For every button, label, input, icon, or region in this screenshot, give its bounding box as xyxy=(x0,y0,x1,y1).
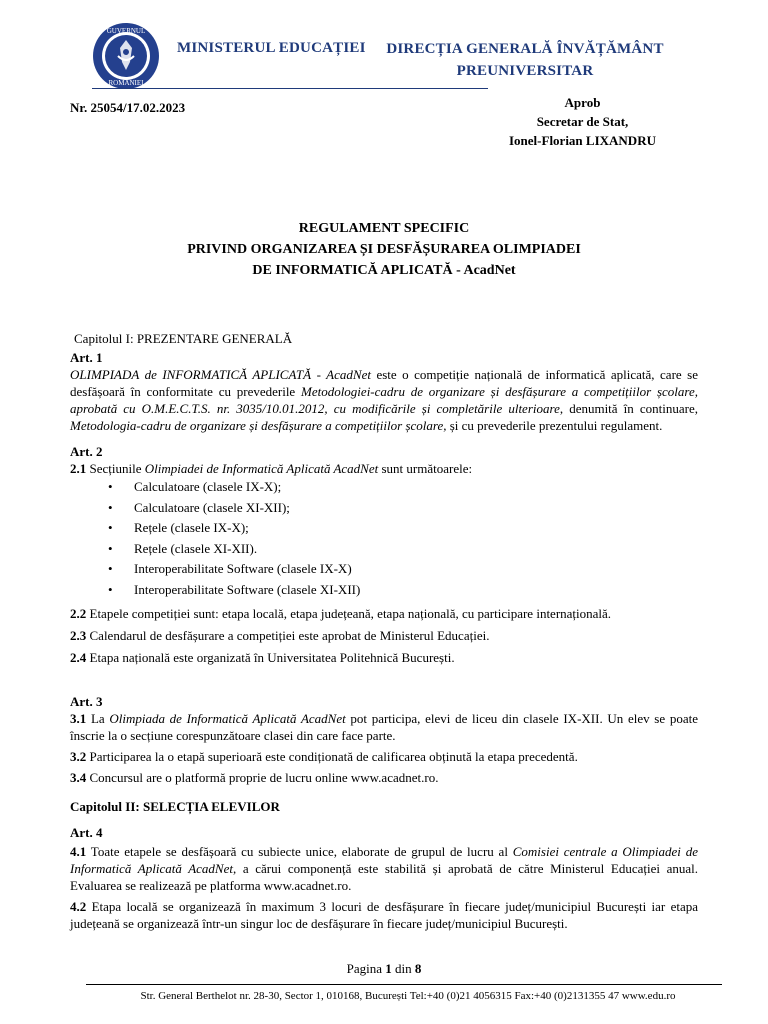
art-1-heading: Art. 1 xyxy=(70,350,103,365)
art-2-heading: Art. 2 xyxy=(70,444,103,459)
footer-divider xyxy=(86,984,722,985)
chapter-1-heading: Capitolul I: PREZENTARE GENERALĂ xyxy=(74,331,293,346)
document-title xyxy=(70,218,698,281)
document-number: Nr. 25054/17.02.2023 xyxy=(70,100,186,115)
approval-line-1: Aprob xyxy=(564,95,601,110)
list-item: • Interoperabilitate Software (clasele IX-X) xyxy=(108,561,352,576)
art-4-2-paragraph: 4.2 Etapa locală se organizează în maximum 3 locuri de desfășurare în fiecare județ/municipiul București iar etapa județeană se organizează într-un singur loc de desfășurare în fiecare județ/municipiul București. xyxy=(70,899,698,931)
list-item: • Rețele (clasele XI-XII). xyxy=(108,540,258,556)
art-2-3-paragraph: 2.3 Calendarul de desfășurare a competiției este aprobat de Ministerul Educației. xyxy=(70,628,490,643)
approval-line-2: Secretar de Stat, xyxy=(536,114,629,129)
page-number: Pagina 1 din 8 xyxy=(346,961,422,976)
list-item: • Calculatoare (clasele IX-X); xyxy=(108,479,282,494)
list-item: • Calculatoare (clasele XI-XII); xyxy=(108,499,290,515)
direction-line-2: PREUNIVERSITAR xyxy=(456,63,594,79)
footer-address: Str. General Berthelot nr. 28-30, Sector 1, 010168, București Tel:+40 (0)21 4056315 Fax:+40 (0)2131355 47 www.edu.ro xyxy=(140,990,676,1002)
art-3-4-paragraph: 3.4 Concursul are o platformă proprie de lucru online www.acadnet.ro. xyxy=(70,770,439,785)
list-item: • Rețele (clasele IX-X); xyxy=(108,520,249,535)
art-4-1-paragraph: 4.1 Toate etapele se desfășoară cu subiecte unice, elaborate de grupul de lucru al Comisiei centrale a Olimpiadei de Informatică Aplicată AcadNet, a cărui componență este stabilită și aprobată de către Ministerul Educației anual. Evaluarea se realizează pe platforma www.acadnet.ro. xyxy=(70,844,698,893)
art-2-2-paragraph: 2.2 Etapele competiției sunt: etapa locală, etapa județeană, etapa națională, cu participare internațională. xyxy=(70,606,612,621)
art-3-2-paragraph: 3.2 Participarea la o etapă superioară este condiționată de calificarea obținută la etapa precedentă. xyxy=(70,749,578,764)
art-3-1-paragraph: 3.1 La Olimpiada de Informatică Aplicată AcadNet pot participa, elevi de liceu din clasele IX-XII. Un elev se poate înscrie la o secțiune corespunzătoare clasei din care face parte. xyxy=(70,711,698,743)
art-4-heading: Art. 4 xyxy=(70,825,103,840)
direction-line-1: DIRECȚIA GENERALĂ ÎNVĂȚĂMÂNT xyxy=(386,41,664,57)
sections-list xyxy=(70,477,698,600)
approval-line-3: Ionel-Florian LIXANDRU xyxy=(509,133,656,148)
list-item: • Interoperabilitate Software (clasele XI-XII) xyxy=(108,581,361,597)
government-seal-logo xyxy=(92,22,160,90)
title-line-1: REGULAMENT SPECIFIC xyxy=(298,221,470,236)
seal-text-top: GUVERNUL xyxy=(106,27,146,35)
direction-name xyxy=(380,38,670,82)
approval-block xyxy=(480,93,685,150)
art-2-4-paragraph: 2.4 Etapa națională este organizată în Universitatea Politehnică București. xyxy=(70,650,455,665)
header-divider xyxy=(92,88,488,89)
art-1-paragraph: OLIMPIADA de INFORMATICĂ APLICATĂ - AcadNet este o competiție națională de informatică aplicată, care se desfășoară în conformitate cu prevederile Metodologiei-cadru de organizare și desfășurare a competițiilor școlare, aprobată cu O.M.E.C.T.S. nr. 3035/10.01.2012, cu modificările și completările ulterioare, denumită în continuare, Metodologia-cadru de organizare și desfășurare a competițiilor școlare, și cu prevederile prezentului regulament. xyxy=(70,367,698,433)
ministry-name: MINISTERUL EDUCAȚIEI xyxy=(177,40,366,56)
title-line-3: DE INFORMATICĂ APLICATĂ - AcadNet xyxy=(252,263,516,278)
title-line-2: PRIVIND ORGANIZAREA ȘI DESFĂȘURAREA OLIMPIADEI xyxy=(187,242,581,257)
art-3-heading: Art. 3 xyxy=(70,694,103,709)
art-2-1-paragraph: 2.1 Secțiunile Olimpiadei de Informatică Aplicată AcadNet sunt următoarele: xyxy=(70,461,473,476)
seal-text-bottom: ROMÂNIEI xyxy=(108,79,144,87)
chapter-2-heading: Capitolul II: SELECȚIA ELEVILOR xyxy=(70,799,280,814)
document-body xyxy=(70,330,698,932)
